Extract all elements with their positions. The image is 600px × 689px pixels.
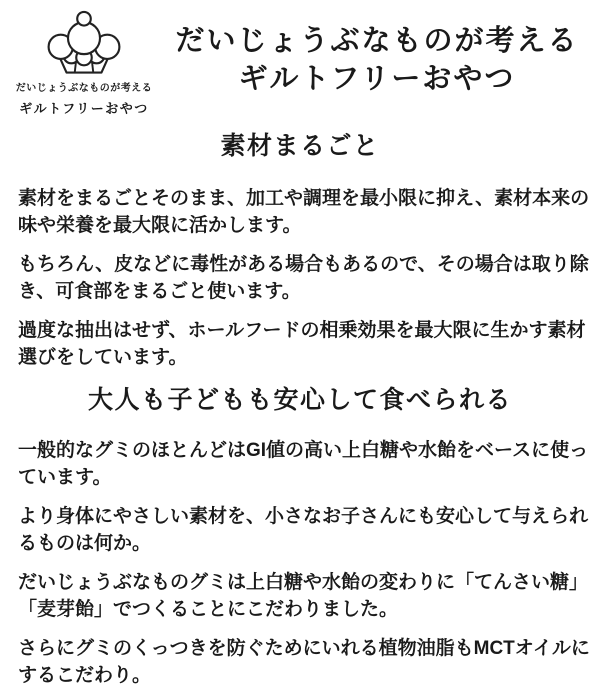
- logo-tagline: だいじょうぶなものが考える: [15, 83, 153, 94]
- page-title-line2: ギルトフリーおやつ: [238, 63, 516, 95]
- paragraph: だいじょうぶなものグミは上白糖や水飴の変わりに「てんさい糖」「麦芽飴」でつくることにこだわりました。: [18, 572, 589, 620]
- cupcake-icon: [0, 10, 168, 74]
- paragraph: 過度な抽出はせず、ホールフードの相乗効果を最大限に生かす素材選びをしています。: [18, 320, 586, 368]
- logo-brand-name: ギルトフリーおやつ: [19, 101, 149, 116]
- section-whole-ingredients: [0, 129, 600, 371]
- paragraph: もちろん、皮などに毒性がある場合もあるので、その場合は取り除き、可食部をまるごと使います。: [18, 254, 589, 302]
- page-title-line1: だいじょうぶなものが考える: [175, 25, 579, 57]
- paragraph: 一般的なグミのほとんどはGI値の高い上白糖や水飴をベースに使っています。: [18, 440, 589, 488]
- section-heading: 素材まるごと: [220, 132, 380, 160]
- paragraph: より身体にやさしい素材を、小さなお子さんにも安心して与えられるものは何か。: [18, 506, 589, 554]
- paragraph: さらにグミのくっつきを防ぐためにいれる植物油脂もMCTオイルにするこだわり。: [18, 638, 590, 686]
- section-safe-for-everyone: [0, 383, 600, 689]
- page-title: [168, 8, 600, 98]
- brand-logo: [0, 8, 168, 117]
- paragraph: 素材をまるごとそのまま、加工や調理を最小限に抑え、素材本来の味や栄養を最大限に活かします。: [18, 188, 590, 236]
- page-header: [0, 0, 600, 117]
- section-heading: 大人も子どもも安心して食べられる: [87, 386, 512, 414]
